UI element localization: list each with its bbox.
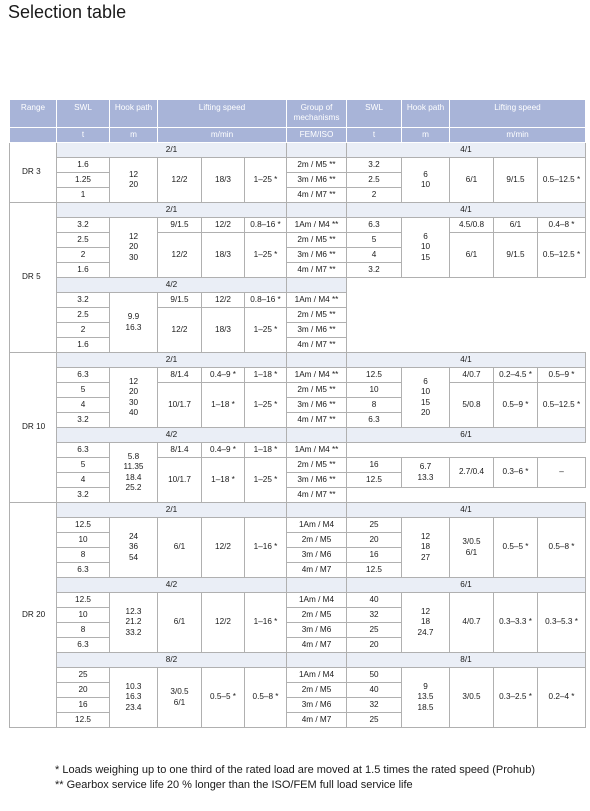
hook-path-cell: 12.3 21.2 33.2 xyxy=(110,593,158,653)
swl-cell: 2 xyxy=(57,248,110,263)
swl-cell: 3.2 xyxy=(57,218,110,233)
speed-cell: 1–25 * xyxy=(245,383,287,428)
swl-cell: 2 xyxy=(57,323,110,338)
group-cell: 4m / M7 xyxy=(287,713,347,728)
speed-cell: 0.5–9 * xyxy=(494,383,538,428)
unit-hook-right: m xyxy=(402,128,450,143)
swl-cell: 2 xyxy=(347,188,402,203)
speed-cell: 9/1.5 xyxy=(158,293,202,308)
swl-cell: 6.3 xyxy=(57,563,110,578)
speed-cell: 12/2 xyxy=(158,308,202,353)
swl-cell: 10 xyxy=(57,533,110,548)
header-hook-path-right: Hook path xyxy=(402,100,450,128)
swl-cell: 25 xyxy=(347,623,402,638)
speed-cell: 6/1 xyxy=(158,593,202,653)
hook-path-cell: 6 10 15 20 xyxy=(402,368,450,428)
speed-cell: 0.5–12.5 * xyxy=(538,233,586,278)
swl-cell: 4 xyxy=(57,398,110,413)
speed-cell: 4/0.7 xyxy=(450,368,494,383)
swl-cell: 6.3 xyxy=(57,443,110,458)
group-cell: 4m / M7 ** xyxy=(287,338,347,353)
speed-cell: 1–16 * xyxy=(245,593,287,653)
speed-cell: 12/2 xyxy=(158,158,202,203)
reeving-ratio: 2/1 xyxy=(57,203,287,218)
group-cell: 1Am / M4 xyxy=(287,593,347,608)
speed-cell: 0.4–8 * xyxy=(538,218,586,233)
hook-path-cell: 9.9 16.3 xyxy=(110,293,158,353)
hook-path-cell: 6 10 15 xyxy=(402,218,450,278)
speed-cell: 6/1 xyxy=(158,518,202,578)
reeving-ratio: 4/2 xyxy=(57,578,287,593)
swl-cell: 10 xyxy=(347,383,402,398)
group-cell: 2m / M5 ** xyxy=(287,158,347,173)
reeving-ratio: 4/1 xyxy=(347,503,586,518)
reeving-ratio: 2/1 xyxy=(57,143,287,158)
speed-cell: 0.5–12.5 * xyxy=(538,383,586,428)
group-cell: 2m / M5 xyxy=(287,608,347,623)
group-cell: 4m / M7 ** xyxy=(287,413,347,428)
swl-cell: 5 xyxy=(57,383,110,398)
speed-cell: 12/2 xyxy=(202,593,245,653)
swl-cell: 3.2 xyxy=(57,413,110,428)
speed-cell: 8/1.4 xyxy=(158,443,202,458)
speed-cell: 12/2 xyxy=(158,233,202,278)
group-cell: 4m / M7 xyxy=(287,638,347,653)
swl-cell: 8 xyxy=(57,623,110,638)
group-cell: 3m / M6 ** xyxy=(287,398,347,413)
group-cell: 3m / M6 xyxy=(287,548,347,563)
swl-cell: 6.3 xyxy=(57,368,110,383)
hook-path-cell: 12 20 30 40 xyxy=(110,368,158,428)
speed-cell: 18/3 xyxy=(202,233,245,278)
speed-cell: 10/1.7 xyxy=(158,383,202,428)
unit-group: FEM/ISO xyxy=(287,128,347,143)
header-hook-path: Hook path xyxy=(110,100,158,128)
swl-cell: 6.3 xyxy=(347,218,402,233)
speed-cell: 9/1.5 xyxy=(494,158,538,203)
group-cell: 4m / M7 xyxy=(287,563,347,578)
swl-cell: 16 xyxy=(347,458,402,473)
speed-cell: 0.3–5.3 * xyxy=(538,593,586,653)
swl-cell: 12.5 xyxy=(57,518,110,533)
speed-cell: 1–25 * xyxy=(245,458,287,503)
page-title: Selection table xyxy=(8,2,127,22)
speed-cell: 1–25 * xyxy=(245,158,287,203)
speed-cell: 18/3 xyxy=(202,308,245,353)
swl-cell: 32 xyxy=(347,608,402,623)
speed-cell: 1–25 * xyxy=(245,233,287,278)
header-lifting-speed: Lifting speed xyxy=(158,100,287,128)
speed-cell: 18/3 xyxy=(202,158,245,203)
speed-cell: 8/1.4 xyxy=(158,368,202,383)
footnote-service-life: ** Gearbox service life 20 % longer than the ISO/FEM full load service life xyxy=(55,779,413,791)
speed-cell: 6/1 xyxy=(450,158,494,203)
speed-cell: – xyxy=(538,458,586,488)
speed-cell: 1–18 * xyxy=(202,383,245,428)
unit-swl-right: t xyxy=(347,128,402,143)
swl-cell: 20 xyxy=(57,683,110,698)
group-cell: 3m / M6 ** xyxy=(287,173,347,188)
header-group: Group of mechanisms xyxy=(287,100,347,128)
swl-cell: 5 xyxy=(347,233,402,248)
swl-cell: 16 xyxy=(57,698,110,713)
speed-cell: 12/2 xyxy=(202,293,245,308)
speed-cell: 0.3–2.5 * xyxy=(494,668,538,728)
hook-path-cell: 12 18 27 xyxy=(402,518,450,578)
group-cell: 4m / M7 ** xyxy=(287,188,347,203)
group-cell: 1Am / M4 xyxy=(287,518,347,533)
group-cell: 1Am / M4 ** xyxy=(287,368,347,383)
swl-cell: 2.5 xyxy=(57,308,110,323)
swl-cell: 1.6 xyxy=(57,263,110,278)
swl-cell: 8 xyxy=(57,548,110,563)
speed-cell: 9/1.5 xyxy=(494,233,538,278)
speed-cell: 1–16 * xyxy=(245,518,287,578)
swl-cell: 50 xyxy=(347,668,402,683)
speed-cell: 10/1.7 xyxy=(158,458,202,503)
group-cell: 2m / M5 ** xyxy=(287,383,347,398)
group-cell: 2m / M5 xyxy=(287,533,347,548)
speed-cell: 0.5–9 * xyxy=(538,368,586,383)
speed-cell: 1–18 * xyxy=(245,443,287,458)
hook-path-cell: 12 18 24.7 xyxy=(402,593,450,653)
speed-cell: 3/0.5 6/1 xyxy=(158,668,202,728)
header-swl-right: SWL xyxy=(347,100,402,128)
hook-path-cell: 5.8 11.35 18.4 25.2 xyxy=(110,443,158,503)
group-cell: 3m / M6 xyxy=(287,623,347,638)
speed-cell: 0.5–5 * xyxy=(202,668,245,728)
swl-cell: 12.5 xyxy=(57,593,110,608)
group-cell: 3m / M6 ** xyxy=(287,248,347,263)
unit-speed-right: m/min xyxy=(450,128,586,143)
swl-cell: 1.6 xyxy=(57,158,110,173)
group-cell: 3m / M6 ** xyxy=(287,473,347,488)
group-cell: 1Am / M4 ** xyxy=(287,218,347,233)
swl-cell: 1.6 xyxy=(57,338,110,353)
swl-cell: 12.5 xyxy=(347,368,402,383)
group-cell: 1Am / M4 ** xyxy=(287,443,347,458)
header-range: Range xyxy=(10,100,57,128)
group-cell: 2m / M5 xyxy=(287,683,347,698)
speed-cell: 0.3–3.3 * xyxy=(494,593,538,653)
hook-path-cell: 12 20 30 xyxy=(110,218,158,278)
header-lifting-speed-right: Lifting speed xyxy=(450,100,586,128)
reeving-ratio: 4/2 xyxy=(57,278,287,293)
reeving-ratio: 2/1 xyxy=(57,353,287,368)
group-cell: 2m / M5 ** xyxy=(287,308,347,323)
swl-cell: 40 xyxy=(347,593,402,608)
unit-speed: m/min xyxy=(158,128,287,143)
range-label: DR 10 xyxy=(10,353,57,503)
group-cell: 3m / M6 ** xyxy=(287,323,347,338)
swl-cell: 4 xyxy=(57,473,110,488)
speed-cell: 1–18 * xyxy=(245,368,287,383)
swl-cell: 20 xyxy=(347,533,402,548)
range-label: DR 5 xyxy=(10,203,57,353)
swl-cell: 3.2 xyxy=(57,293,110,308)
speed-cell: 4/0.7 xyxy=(450,593,494,653)
swl-cell: 6.3 xyxy=(57,638,110,653)
range-label: DR 3 xyxy=(10,143,57,203)
speed-cell: 9/1.5 xyxy=(158,218,202,233)
swl-cell: 2.5 xyxy=(347,173,402,188)
speed-cell: 0.4–9 * xyxy=(202,368,245,383)
swl-cell: 3.2 xyxy=(57,488,110,503)
hook-path-cell: 6.7 13.3 xyxy=(402,458,450,488)
swl-cell: 12.5 xyxy=(57,713,110,728)
hook-path-cell: 9 13.5 18.5 xyxy=(402,668,450,728)
speed-cell: 0.2–4.5 * xyxy=(494,368,538,383)
speed-cell: 2.7/0.4 xyxy=(450,458,494,488)
speed-cell: 0.5–8 * xyxy=(538,518,586,578)
speed-cell: 6/1 xyxy=(494,218,538,233)
swl-cell: 20 xyxy=(347,638,402,653)
speed-cell: 0.5–8 * xyxy=(245,668,287,728)
swl-cell: 4 xyxy=(347,248,402,263)
speed-cell: 0.4–9 * xyxy=(202,443,245,458)
swl-cell: 12.5 xyxy=(347,473,402,488)
swl-cell: 1.25 xyxy=(57,173,110,188)
speed-cell: 4.5/0.8 xyxy=(450,218,494,233)
speed-cell: 0.8–16 * xyxy=(245,293,287,308)
unit-hook: m xyxy=(110,128,158,143)
reeving-ratio: 4/1 xyxy=(347,143,586,158)
swl-cell: 2.5 xyxy=(57,233,110,248)
group-cell: 1Am / M4 xyxy=(287,668,347,683)
range-label: DR 20 xyxy=(10,503,57,728)
speed-cell: 1–18 * xyxy=(202,458,245,503)
swl-cell: 40 xyxy=(347,683,402,698)
speed-cell: 5/0.8 xyxy=(450,383,494,428)
swl-cell: 25 xyxy=(347,713,402,728)
group-cell: 4m / M7 ** xyxy=(287,263,347,278)
swl-cell: 3.2 xyxy=(347,263,402,278)
hook-path-cell: 24 36 54 xyxy=(110,518,158,578)
speed-cell: 3/0.5 6/1 xyxy=(450,518,494,578)
swl-cell: 25 xyxy=(57,668,110,683)
swl-cell: 3.2 xyxy=(347,158,402,173)
hook-path-cell: 10.3 16.3 23.4 xyxy=(110,668,158,728)
swl-cell: 16 xyxy=(347,548,402,563)
swl-cell: 32 xyxy=(347,698,402,713)
speed-cell: 0.8–16 * xyxy=(245,218,287,233)
group-cell: 3m / M6 xyxy=(287,698,347,713)
reeving-ratio: 4/1 xyxy=(347,353,586,368)
speed-cell: 1–25 * xyxy=(245,308,287,353)
speed-cell: 3/0.5 xyxy=(450,668,494,728)
swl-cell: 1 xyxy=(57,188,110,203)
footnote-rated-speed: * Loads weighing up to one third of the rated load are moved at 1.5 times the rated speed (Prohub) xyxy=(55,764,536,776)
speed-cell: 0.5–5 * xyxy=(494,518,538,578)
speed-cell: 12/2 xyxy=(202,518,245,578)
reeving-ratio: 4/2 xyxy=(57,428,287,443)
swl-cell: 5 xyxy=(57,458,110,473)
group-cell: 2m / M5 ** xyxy=(287,458,347,473)
swl-cell: 12.5 xyxy=(347,563,402,578)
reeving-ratio: 6/1 xyxy=(347,428,586,443)
unit-swl: t xyxy=(57,128,110,143)
speed-cell: 6/1 xyxy=(450,233,494,278)
swl-cell: 10 xyxy=(57,608,110,623)
speed-cell: 12/2 xyxy=(202,218,245,233)
swl-cell: 8 xyxy=(347,398,402,413)
group-cell: 1Am / M4 ** xyxy=(287,293,347,308)
header-swl: SWL xyxy=(57,100,110,128)
hook-path-cell: 6 10 xyxy=(402,158,450,203)
group-cell: 4m / M7 ** xyxy=(287,488,347,503)
hook-path-cell: 12 20 xyxy=(110,158,158,203)
group-cell: 2m / M5 ** xyxy=(287,233,347,248)
reeving-ratio: 2/1 xyxy=(57,503,287,518)
reeving-ratio: 8/2 xyxy=(57,653,287,668)
swl-cell: 25 xyxy=(347,518,402,533)
speed-cell: 0.3–6 * xyxy=(494,458,538,488)
reeving-ratio: 4/1 xyxy=(347,203,586,218)
reeving-ratio: 6/1 xyxy=(347,578,586,593)
speed-cell: 0.5–12.5 * xyxy=(538,158,586,203)
speed-cell: 0.2–4 * xyxy=(538,668,586,728)
selection-table xyxy=(9,99,586,728)
reeving-ratio: 8/1 xyxy=(347,653,586,668)
swl-cell: 6.3 xyxy=(347,413,402,428)
